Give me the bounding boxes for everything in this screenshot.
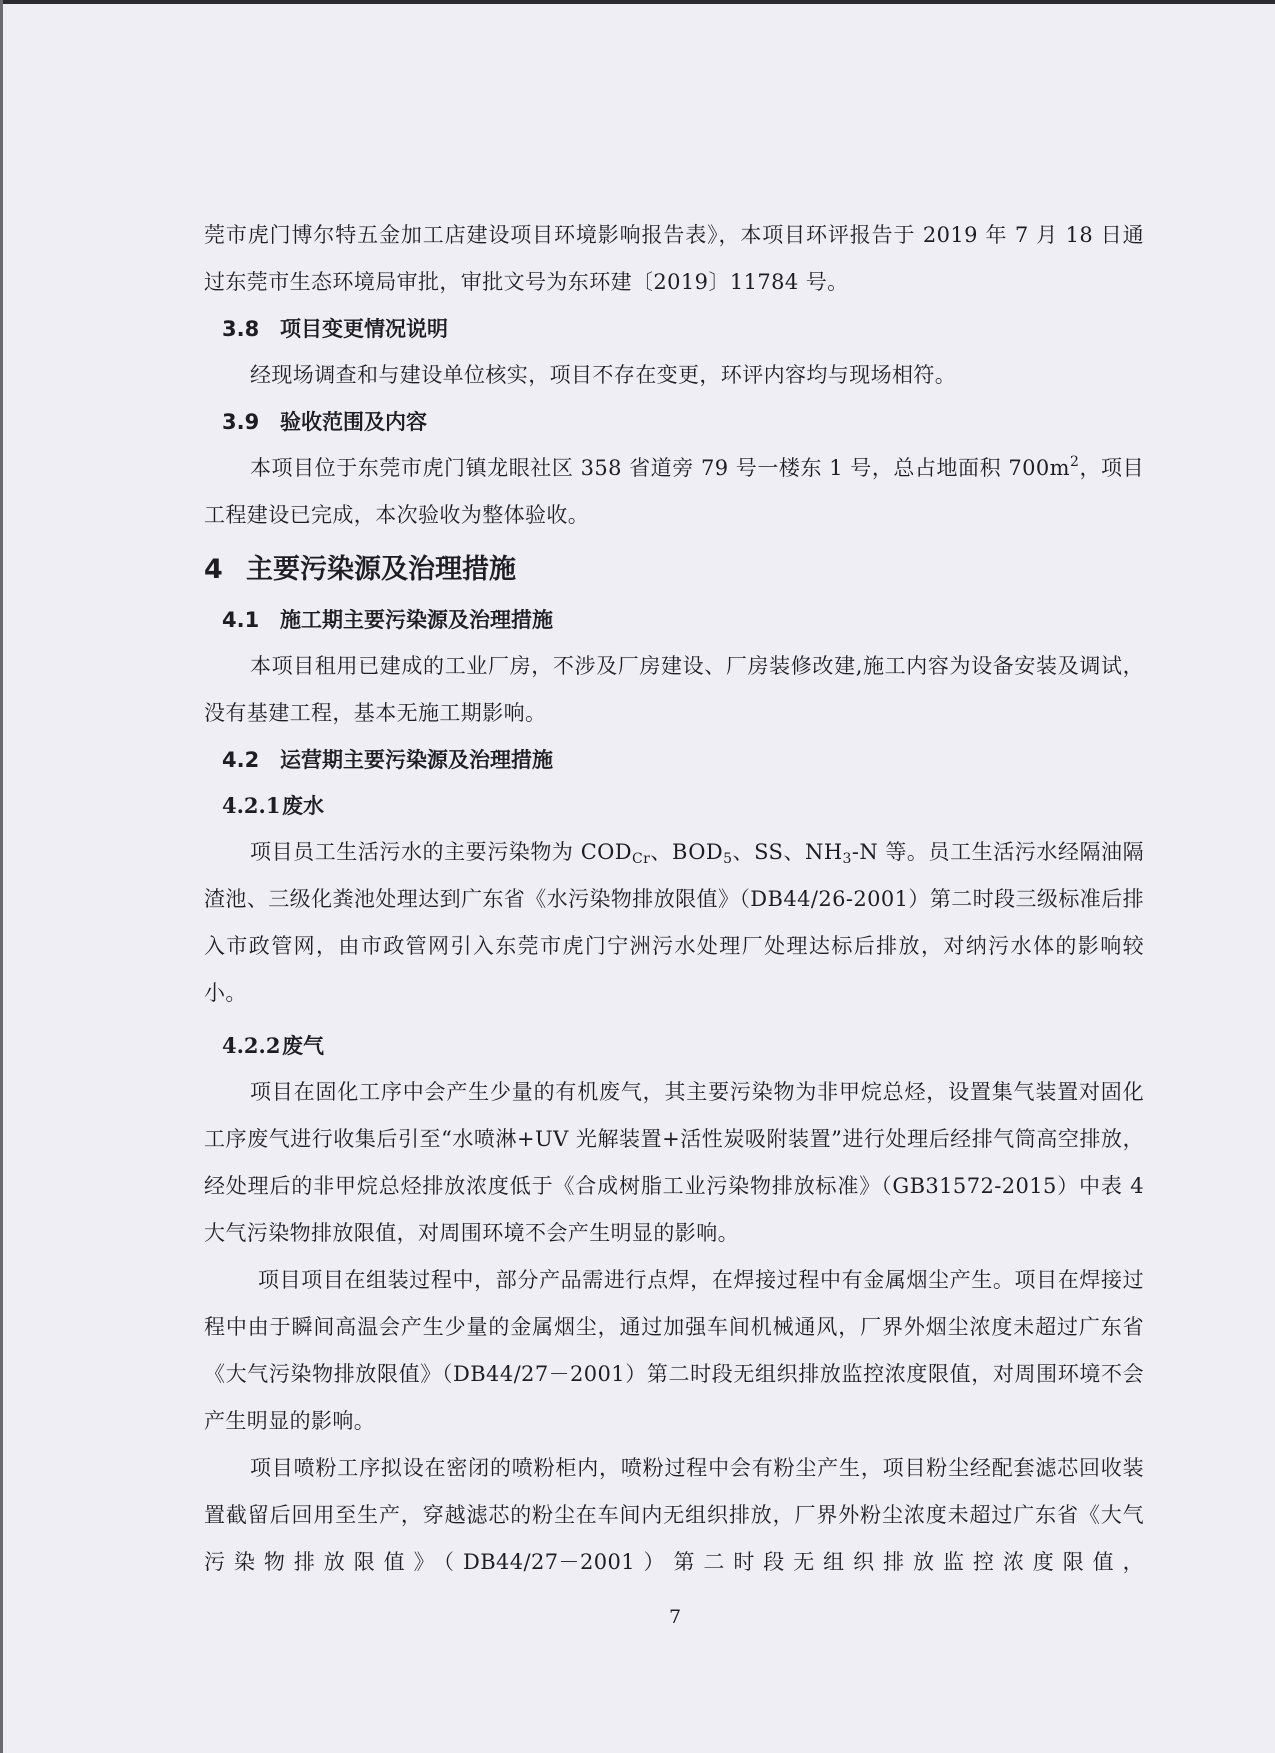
subscript: Cr [632,851,651,867]
chapter-4-heading [204,543,1144,597]
subscript: 3 [842,851,852,867]
scan-edge-top [0,0,1275,4]
section-title: 项目变更情况说明 [280,317,448,341]
intro-paragraph: 莞市虎门博尔特五金加工店建设项目环境影响报告表》，本项目环评报告于 2019 年 7 月 18 日通过东莞市生态环境局审批，审批文号为东环建〔2019〕11784 号。 [204,223,1144,294]
section-3-9-heading [204,399,1144,445]
section-3-8-heading [204,306,1144,352]
section-title: 废水 [282,793,324,818]
section-title: 运营期主要污染源及治理措施 [280,748,553,772]
superscript: 2 [1070,454,1080,470]
chapter-number: 4 [204,554,223,585]
section-title: 废气 [282,1033,324,1058]
section-number: 4.1 [222,608,260,632]
section-3-8-text: 经现场调查和与建设单位核实，项目不存在变更，环评内容均与现场相符。 [250,363,957,387]
text-segment: 本项目位于东莞市虎门镇龙眼社区 358 省道旁 79 号一楼东 1 号，总占地面积 700m [250,456,1070,480]
text-segment: 、SS、NH [732,840,843,864]
text-segment: 项目员工生活污水的主要污染物为 COD [250,840,633,864]
text-segment: 、BOD [650,840,724,864]
section-4-2-2-paragraph-1: 项目在固化工序中会产生少量的有机废气，其主要污染物为非甲烷总烃，设置集气装置对固化工序废气进行收集后引至“水喷淋+UV 光解装置+活性炭吸附装置”进行处理后经排气筒高空排放，经处理后的非甲烷总烃排放浓度低于《合成树脂工业污染物排放标准》（GB31572-2015）中表 4 大气污染物排放限值，对周围环境不会产生明显的影响。 [204,1080,1144,1245]
section-number: 3.9 [222,410,260,434]
document-body [204,212,1144,1586]
section-number: 4.2.1 [222,793,281,818]
page-number: 7 [668,1606,682,1628]
section-number: 4.2 [222,748,260,772]
section-4-2-heading [204,737,1144,783]
section-4-2-2-paragraph-3: 项目喷粉工序拟设在密闭的喷粉柜内，喷粉过程中会有粉尘产生，项目粉尘经配套滤芯回收装置截留后回用至生产，穿越滤芯的粉尘在车间内无组织排放，厂界外粉尘浓度未超过广东省《大气污染物排放限值》（DB44/27－2001）第二时段无组织排放监控浓度限值， [204,1456,1144,1574]
text-segment: ，项目工程建设已完成，本次验收为整体验收。 [204,456,1144,527]
section-4-1-text: 本项目租用已建成的工业厂房，不涉及厂房建设、厂房装修改建,施工内容为设备安装及调试，没有基建工程，基本无施工期影响。 [204,654,1144,725]
section-4-2-2-paragraph-2: 项目项目在组装过程中，部分产品需进行点焊，在焊接过程中有金属烟尘产生。项目在焊接过程中由于瞬间高温会产生少量的金属烟尘，通过加强车间机械通风，厂界外烟尘浓度未超过广东省《大气污染物排放限值》（DB44/27－2001）第二时段无组织排放监控浓度限值，对周围环境不会产生明显的影响。 [204,1268,1144,1433]
section-4-2-2-heading [204,1023,1144,1069]
text-segment: -N 等。员工生活污水经隔油隔渣池、三级化粪池处理达到广东省《水污染物排放限值》（DB44/26-2001）第二时段三级标准后排入市政管网，由市政管网引入东莞市虎门宁洲污水处理厂处理达标后排放，对纳污水体的影响较小。 [204,840,1144,1005]
subscript: 5 [723,851,733,867]
section-title: 施工期主要污染源及治理措施 [280,608,553,632]
section-number: 4.2.2 [222,1033,281,1058]
section-4-2-1-heading [204,783,1144,829]
section-number: 3.8 [222,317,260,341]
section-4-1-heading [204,597,1144,643]
scan-edge-left [0,0,3,1753]
section-4-2-1-text [204,829,1144,1017]
chapter-title: 主要污染源及治理措施 [246,554,516,585]
section-title: 验收范围及内容 [280,410,427,434]
section-3-9-text [204,445,1144,539]
